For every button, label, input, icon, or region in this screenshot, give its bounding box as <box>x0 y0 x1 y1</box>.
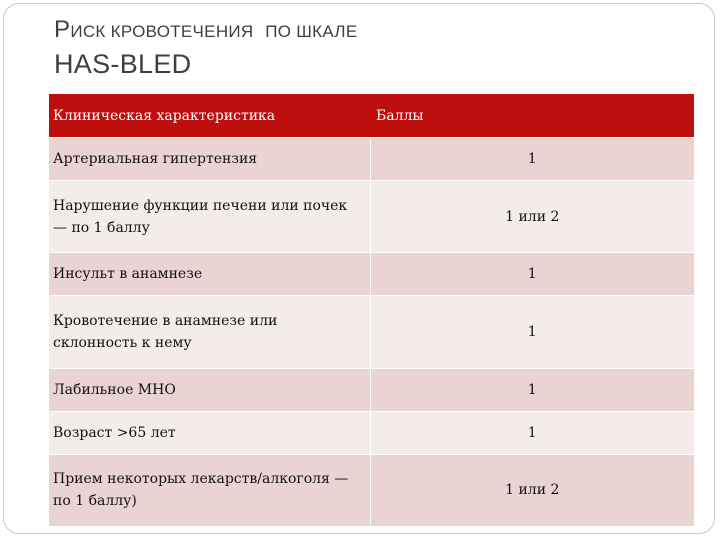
header-characteristic: Клиническая характеристика <box>49 94 370 138</box>
table-row <box>49 253 694 296</box>
title-text-part1: ИСК КРОВОТЕЧЕНИЯ <box>70 22 254 41</box>
cell-characteristic: Нарушение функции печени или почек — по 1 баллу <box>49 181 370 253</box>
title-line-1 <box>54 16 357 44</box>
table-row <box>49 181 694 253</box>
cell-characteristic: Лабильное МНО <box>49 369 370 412</box>
cell-characteristic: Артериальная гипертензия <box>49 138 370 181</box>
has-bled-table <box>49 94 694 526</box>
slide-title <box>54 16 357 80</box>
title-line-2: HAS-BLED <box>54 49 192 79</box>
cell-points: 1 <box>370 253 694 296</box>
header-points: Баллы <box>370 94 694 138</box>
cell-characteristic: Инсульт в анамнезе <box>49 253 370 296</box>
table-row <box>49 138 694 181</box>
cell-points: 1 <box>370 369 694 412</box>
table-row <box>49 455 694 526</box>
cell-characteristic: Возраст >65 лет <box>49 412 370 455</box>
cell-points: 1 или 2 <box>370 181 694 253</box>
table-row <box>49 296 694 369</box>
table-header-row <box>49 94 694 138</box>
title-text-part2: ПО ШКАЛЕ <box>265 22 358 41</box>
cell-points: 1 <box>370 138 694 181</box>
cell-points: 1 <box>370 412 694 455</box>
cell-characteristic: Прием некоторых лекарств/алкоголя — по 1 баллу) <box>49 455 370 526</box>
cell-characteristic: Кровотечение в анамнезе или склонность к нему <box>49 296 370 369</box>
cell-points: 1 или 2 <box>370 455 694 526</box>
cell-points: 1 <box>370 296 694 369</box>
table-row <box>49 369 694 412</box>
table-row <box>49 412 694 455</box>
title-initial: Р <box>54 16 71 43</box>
